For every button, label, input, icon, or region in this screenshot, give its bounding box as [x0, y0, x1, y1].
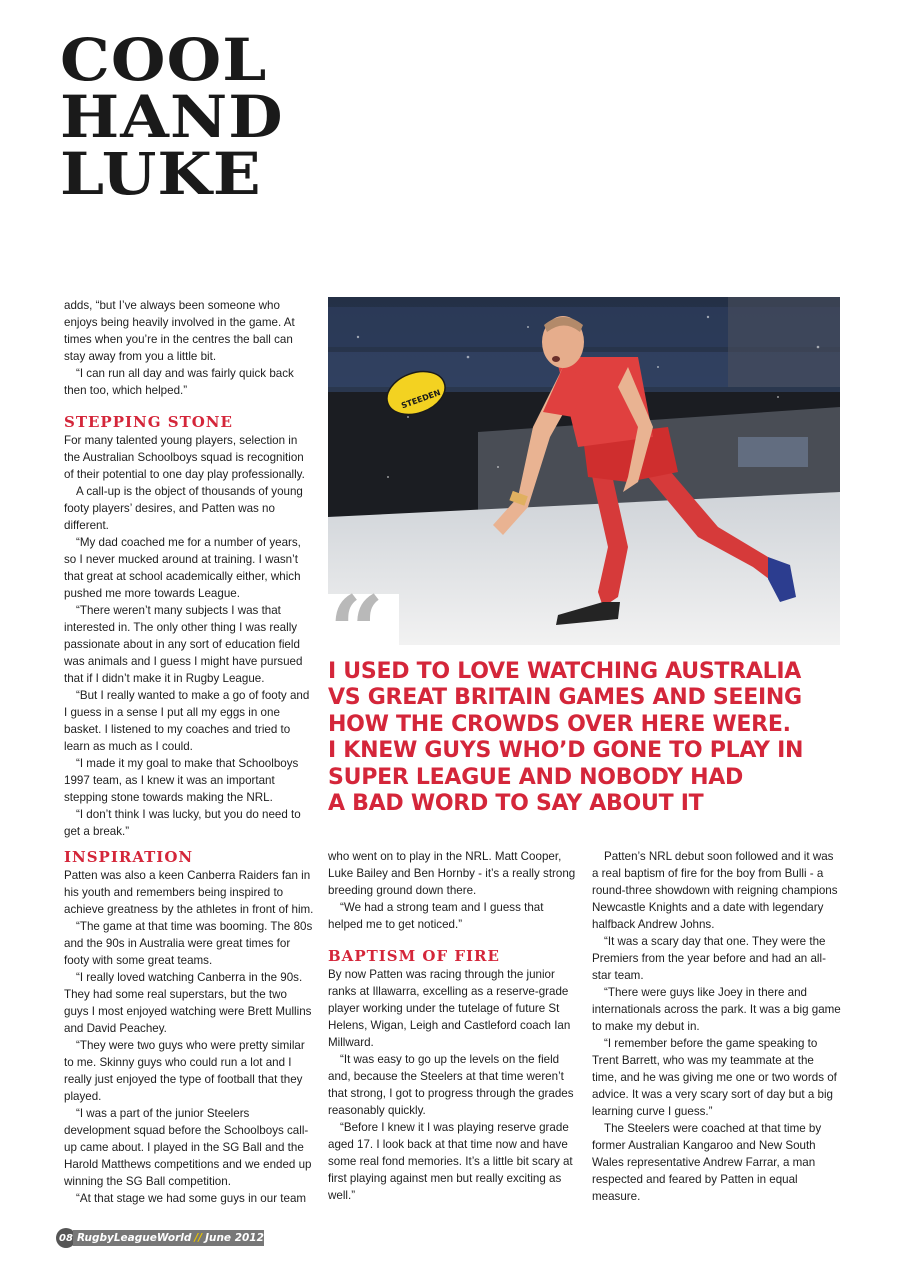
paragraph: “The game at that time was booming. The 80s and the 90s in Australia were great times for footy with some great teams. [64, 920, 313, 967]
player-photo [328, 297, 840, 645]
article-column-3 [592, 848, 842, 1205]
paragraph: The Steelers were coached at that time by former Australian Kangaroo and New South Wales representative Andrew Farrar, a man respected and feared by Patten in equal measure. [592, 1122, 822, 1203]
paragraph: Patten’s NRL debut soon followed and it was a real baptism of fire for the boy from Bulli - a round-three showdown with reigning champions Newcastle Knights and a date with legendary halfback Andrew Johns. [592, 850, 838, 931]
article-column-1-lower [64, 848, 314, 1207]
paragraph: “They were two guys who were pretty similar to me. Skinny guys who could run a lot and I really just enjoyed the type of football that they played. [64, 1039, 305, 1103]
headline-line: LUKE [60, 140, 262, 208]
page-footer [56, 1228, 264, 1248]
page-number: 08 [56, 1228, 76, 1248]
headline-line: HAND [60, 83, 284, 151]
paragraph: A call-up is the object of thousands of young footy players’ desires, and Patten was no different. [64, 485, 303, 532]
magazine-name: RugbyLeagueWorld [77, 1232, 192, 1244]
pull-quote-line: VS GREAT BRITAIN GAMES AND SEEING [328, 684, 802, 711]
paragraph: “It was a scary day that one. They were the Premiers from the year before and had an all-star team. [592, 935, 826, 982]
paragraph: For many talented young players, selection in the Australian Schoolboys squad is recognition of their potential to one day play professionally. [64, 434, 305, 481]
paragraph: “It was easy to go up the levels on the field and, because the Steelers at that time weren’t that strong, I got to progress through the grades reasonably quickly. [328, 1053, 574, 1117]
paragraph: “Before I knew it I was playing reserve grade aged 17. I look back at that time now and have some real fond memories. It’s a little bit scary at first playing against men but really exciting as well.” [328, 1121, 573, 1202]
paragraph: Patten was also a keen Canberra Raiders fan in his youth and remembers being inspired to achieve greatness by the athletes in front of him. [64, 869, 314, 916]
paragraph: “I made it my goal to make that Schoolboys 1997 team, as I knew it was an important stepping stone towards making the NRL. [64, 757, 299, 804]
headline-line: COOL [60, 26, 268, 94]
quote-mark-glyph: “ [329, 575, 385, 688]
paragraph: By now Patten was racing through the junior ranks at Illawarra, excelling as a reserve-grade player working under the tutelage of future St Helens, Wigan, Leigh and Castleford coach Ian Millward. [328, 968, 571, 1049]
pull-quote [328, 658, 848, 816]
section-heading-baptism-of-fire: BAPTISM OF FIRE [328, 947, 500, 965]
quote-mark-icon [327, 575, 399, 688]
section-heading-stepping-stone: STEPPING STONE [64, 413, 233, 431]
paragraph: “But I really wanted to make a go of footy and I guess in a sense I put all my eggs in one basket. I listened to my coaches and tried to learn as much as I could. [64, 689, 310, 753]
pull-quote-line: HOW THE CROWDS OVER HERE WERE. [328, 710, 791, 737]
footer-separator: // [194, 1232, 203, 1244]
footer-bar [73, 1230, 264, 1246]
headline [60, 26, 340, 208]
paragraph: “At that stage we had some guys in our team [76, 1192, 307, 1205]
paragraph: “There weren’t many subjects I was that interested in. The only other thing I was really passionate about in any sort of education field was animals and I guess I might have pursued that if I didn’t make it in Rugby League. [64, 604, 303, 685]
paragraph: “My dad coached me for a number of years, so I never mucked around at training. I wasn’t that great at school academically either, which pushed me more towards League. [64, 536, 301, 600]
paragraph: “I really loved watching Canberra in the 90s. They had some real superstars, but the two guys I most enjoyed watching were Brett Mullins and David Peachey. [64, 971, 312, 1035]
paragraph: “I was a part of the junior Steelers development squad before the Schoolboys call-up came about. I played in the SG Ball and the Harold Matthews competitions and we ended up winning the SG Ball competition. [64, 1107, 312, 1188]
section-heading-inspiration: INSPIRATION [64, 848, 194, 866]
pull-quote-line: A BAD WORD TO SAY ABOUT IT [328, 790, 704, 817]
paragraph: “I don’t think I was lucky, but you do need to get a break.” [64, 808, 301, 838]
pull-quote-line: I USED TO LOVE WATCHING AUSTRALIA [328, 658, 802, 684]
paragraph: “I remember before the game speaking to Trent Barrett, who was my teammate at the time, and he was giving me one or two words of advice. It was a very scary sort of day but a big learning curve I guess.” [592, 1037, 837, 1118]
article-column-1-upper [64, 297, 314, 840]
paragraph: “There were guys like Joey in there and internationals across the park. It was a big game to make my debut in. [592, 986, 841, 1033]
pull-quote-line: SUPER LEAGUE AND NOBODY HAD [328, 763, 744, 790]
paragraph: adds, “but I’ve always been someone who enjoys being heavily involved in the game. At times when you’re in the centres the ball can stay away from you a little bit. [64, 299, 295, 363]
article-column-2 [328, 848, 578, 1204]
player-photo-illustration [328, 297, 840, 645]
paragraph: “I can run all day and was fairly quick back then too, which helped.” [64, 367, 294, 397]
paragraph: “We had a strong team and I guess that helped me to get noticed.” [328, 901, 544, 931]
issue-date: June 2012 [205, 1232, 264, 1244]
pull-quote-line: I KNEW GUYS WHO’D GONE TO PLAY IN [328, 737, 804, 764]
paragraph: who went on to play in the NRL. Matt Cooper, Luke Bailey and Ben Hornby - it’s a really strong breeding ground down there. [328, 850, 576, 897]
ball-label: STEEDEN [400, 387, 442, 411]
